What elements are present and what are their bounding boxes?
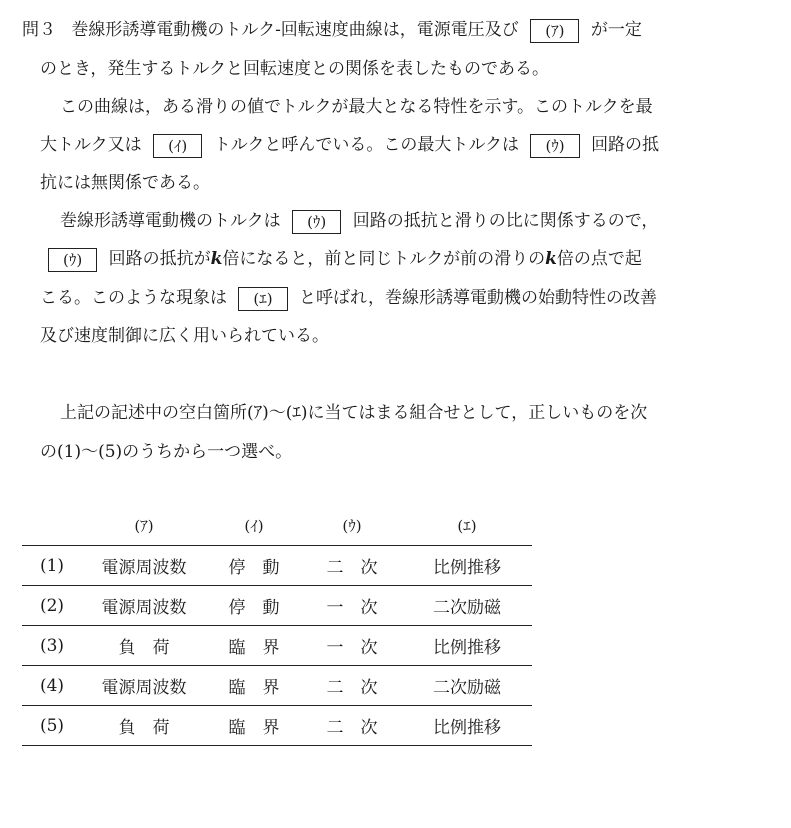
text-segment: 回路の抵抗と滑りの比に関係するので， xyxy=(352,211,659,231)
question-line-9 xyxy=(40,323,329,349)
table-cell: 臨 界 xyxy=(206,666,302,706)
table-header-row xyxy=(22,505,532,546)
text-segment: 巻線形誘導電動機のトルクは xyxy=(60,211,281,231)
text-segment: この曲線は，ある滑りの値でトルクが最大となる特性を示す。このトルクを最 xyxy=(60,97,653,117)
table-row xyxy=(22,546,532,586)
text-segment: が一定 xyxy=(590,20,642,40)
table-cell: 負 荷 xyxy=(82,626,206,666)
text-segment: のとき，発生するトルクと回転速度との関係を表したものである。 xyxy=(40,59,549,79)
table-cell: 比例推移 xyxy=(402,706,532,746)
table-cell: 電源周波数 xyxy=(82,546,206,586)
table-header-cell: (ｳ) xyxy=(342,516,362,535)
option-number: (4) xyxy=(22,666,82,706)
table-cell: 電源周波数 xyxy=(82,586,206,626)
option-number: (1) xyxy=(22,546,82,586)
text-segment: 大トルク又は xyxy=(40,135,142,155)
text-segment: トルクと呼んでいる。この最大トルクは xyxy=(213,135,520,155)
table-cell: 電源周波数 xyxy=(82,666,206,706)
question-line-8 xyxy=(40,285,657,311)
table-cell: 停 動 xyxy=(206,546,302,586)
text-segment: 上記の記述中の空白箇所(ｱ)～(ｴ)に当てはまる組合せとして，正しいものを次 xyxy=(60,403,648,423)
blank-u-box: (ｳ) xyxy=(292,210,341,234)
table-row xyxy=(22,666,532,706)
question-line-11 xyxy=(40,439,292,465)
table-cell: 二 次 xyxy=(302,546,402,586)
blank-a-box: (ｱ) xyxy=(530,19,579,43)
option-number: (3) xyxy=(22,626,82,666)
table-header-cell: (ｲ) xyxy=(244,516,264,535)
question-line-3 xyxy=(60,94,653,120)
text-segment: 倍の点で起 xyxy=(556,249,642,269)
table-cell: 臨 界 xyxy=(206,706,302,746)
table-cell: 負 荷 xyxy=(82,706,206,746)
table-header-cell xyxy=(22,505,82,546)
option-number: (2) xyxy=(22,586,82,626)
variable-k: k xyxy=(210,249,223,269)
table-cell: 二次励磁 xyxy=(402,586,532,626)
text-segment: 倍になると，前と同じトルクが前の滑りの xyxy=(222,249,546,269)
text-segment: こる。このような現象は xyxy=(40,288,227,308)
answer-table xyxy=(22,505,532,746)
question-line-2 xyxy=(40,56,549,82)
table-cell: 二次励磁 xyxy=(402,666,532,706)
variable-k: k xyxy=(545,249,557,269)
table-cell: 停 動 xyxy=(206,586,302,626)
text-segment: 抗には無関係である。 xyxy=(40,173,210,193)
text-segment: の(1)～(5)のうちから一つ選べ。 xyxy=(40,442,293,462)
question-line-1 xyxy=(22,17,642,43)
blank-i-box: (ｲ) xyxy=(153,134,202,158)
question-line-7 xyxy=(40,246,642,272)
text-segment: 回路の抵抗が xyxy=(108,249,211,269)
question-line-10 xyxy=(60,400,647,426)
blank-e-box: (ｴ) xyxy=(238,287,287,311)
text-segment: 回路の抵 xyxy=(591,135,660,155)
table-cell: 一 次 xyxy=(302,586,402,626)
blank-u-box: (ｳ) xyxy=(48,248,97,272)
question-number: 問３ xyxy=(22,20,56,40)
table-row xyxy=(22,626,532,666)
question-line-5 xyxy=(40,170,210,196)
table-cell: 一 次 xyxy=(302,626,402,666)
question-line-4 xyxy=(40,132,659,158)
blank-u-box: (ｳ) xyxy=(530,134,579,158)
table-cell: 二 次 xyxy=(302,706,402,746)
table-row xyxy=(22,586,532,626)
text-segment: 巻線形誘導電動機のトルク-回転速度曲線は，電源電圧及び xyxy=(71,20,519,40)
table-cell: 比例推移 xyxy=(402,546,532,586)
table-row xyxy=(22,706,532,746)
table-header-cell: (ｴ) xyxy=(457,516,477,535)
option-number: (5) xyxy=(22,706,82,746)
text-segment: と呼ばれ，巻線形誘導電動機の始動特性の改善 xyxy=(299,288,658,308)
table-cell: 臨 界 xyxy=(206,626,302,666)
table-header-cell: (ｱ) xyxy=(134,516,154,535)
text-segment: 及び速度制御に広く用いられている。 xyxy=(40,326,329,346)
question-line-6 xyxy=(60,208,658,234)
table-cell: 比例推移 xyxy=(402,626,532,666)
table-cell: 二 次 xyxy=(302,666,402,706)
